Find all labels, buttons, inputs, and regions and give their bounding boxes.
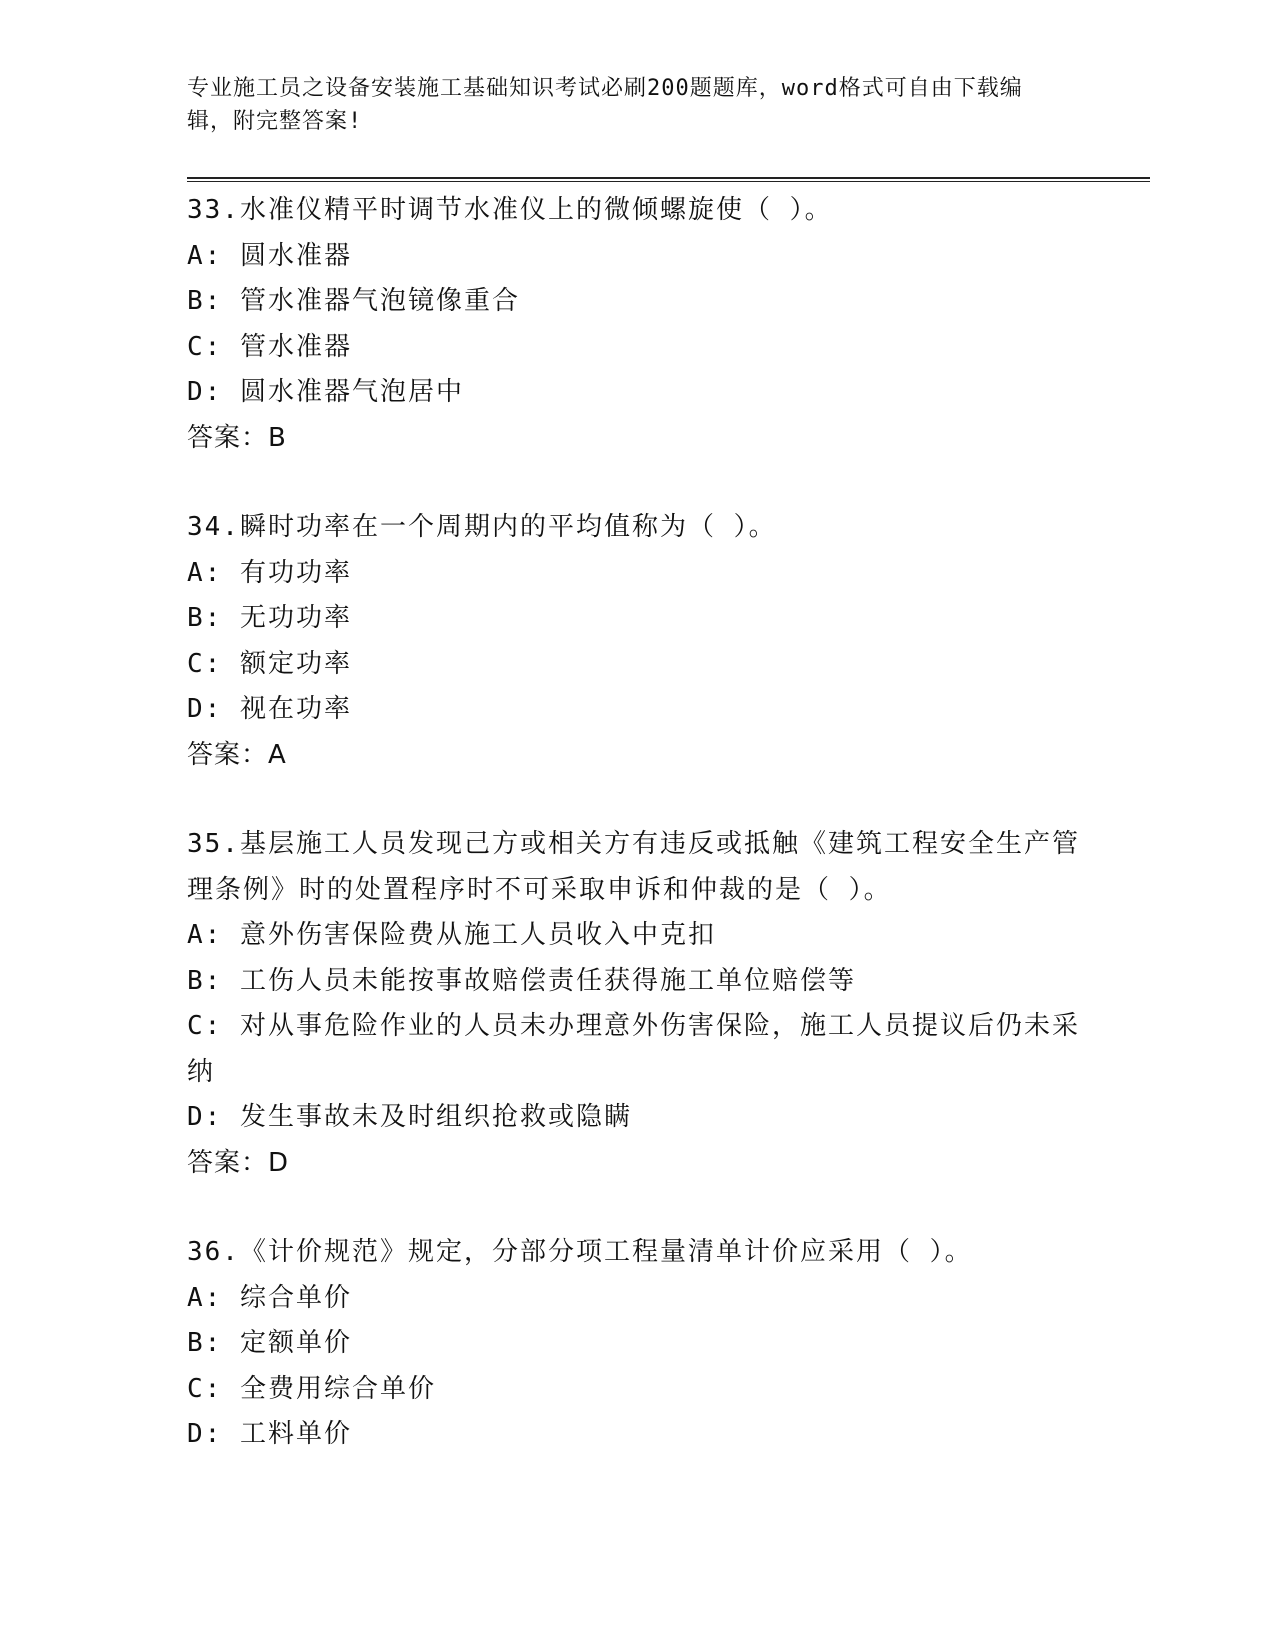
option-b: B: 无功功率: [187, 596, 1087, 642]
header-rule-thick: [187, 177, 1150, 179]
option-a: A: 圆水准器: [187, 234, 1087, 280]
option-key: C: [187, 331, 205, 362]
document-header: [187, 72, 1067, 138]
option-d: D: 工料单价: [187, 1412, 1087, 1458]
option-key: A: [187, 240, 205, 271]
option-text: 额定功率: [239, 648, 352, 679]
question-35: [187, 822, 1087, 1186]
question-33: [187, 188, 1087, 461]
header-rule-thin: [187, 181, 1150, 182]
option-text: 发生事故未及时组织抢救或隐瞒: [239, 1102, 632, 1132]
option-text: 圆水准器: [239, 240, 352, 271]
answer-line: [187, 1141, 1087, 1187]
answer-label: 答案：: [187, 422, 269, 453]
option-key: A: [187, 920, 205, 950]
option-text: 综合单价: [239, 1282, 352, 1313]
option-d: D: 圆水准器气泡居中: [187, 370, 1087, 416]
question-34: [187, 505, 1087, 778]
question-text: 35.基层施工人员发现己方或相关方有违反或抵触《建筑工程安全生产管理条例》时的处置程序时不可采取申诉和仲裁的是（ ）。: [187, 829, 1080, 905]
answer-line: [187, 733, 1087, 779]
option-b: B: 管水准器气泡镜像重合: [187, 279, 1087, 325]
answer-label: 答案：: [187, 739, 269, 770]
option-key: B: [187, 1328, 205, 1358]
option-key: D: [187, 1419, 205, 1449]
option-key: A: [187, 1282, 205, 1313]
question-list: [187, 188, 1087, 1502]
option-key: D: [187, 694, 205, 724]
answer-value: A: [268, 739, 287, 770]
question-text: 33.水准仪精平时调节水准仪上的微倾螺旋使（ ）。: [187, 195, 833, 225]
option-text: 工伤人员未能按事故赔偿责任获得施工单位赔偿等: [239, 965, 856, 996]
answer-line: [187, 416, 1087, 462]
option-text: 圆水准器气泡居中: [239, 377, 464, 407]
option-text: 全费用综合单价: [239, 1373, 436, 1404]
option-b: B: 工伤人员未能按事故赔偿责任获得施工单位赔偿等: [187, 959, 1087, 1005]
option-key: B: [187, 286, 205, 316]
option-key: D: [187, 1102, 205, 1132]
header-title: 专业施工员之设备安装施工基础知识考试必刷200题题库，word格式可自由下载编辑，附完整答案!: [187, 76, 1023, 134]
option-a: A: 有功功率: [187, 551, 1087, 597]
option-key: C: [187, 1373, 205, 1404]
option-d: D: 发生事故未及时组织抢救或隐瞒: [187, 1095, 1087, 1141]
option-a: A: 意外伤害保险费从施工人员收入中克扣: [187, 913, 1087, 959]
option-text: 有功功率: [239, 557, 352, 588]
option-c: C: 全费用综合单价: [187, 1367, 1087, 1413]
header-rule: [187, 177, 1150, 183]
option-key: B: [187, 965, 205, 996]
option-text: 对从事危险作业的人员未办理意外伤害保险，施工人员提议后仍未采纳: [187, 1011, 1080, 1087]
option-text: 工料单价: [239, 1419, 352, 1449]
option-text: 管水准器: [239, 331, 352, 362]
option-text: 定额单价: [239, 1328, 352, 1358]
option-text: 视在功率: [239, 694, 352, 724]
answer-value: B: [268, 422, 287, 453]
option-b: B: 定额单价: [187, 1321, 1087, 1367]
option-c: C: 管水准器: [187, 325, 1087, 371]
question-36: [187, 1230, 1087, 1458]
question-text: 34.瞬时功率在一个周期内的平均值称为（ ）。: [187, 512, 777, 542]
option-key: D: [187, 377, 205, 407]
option-c: C: 额定功率: [187, 642, 1087, 688]
option-c: C: 对从事危险作业的人员未办理意外伤害保险，施工人员提议后仍未采纳: [187, 1004, 1087, 1095]
answer-value: D: [268, 1147, 290, 1178]
option-a: A: 综合单价: [187, 1276, 1087, 1322]
answer-label: 答案：: [187, 1147, 269, 1178]
option-text: 无功功率: [239, 603, 352, 633]
option-key: C: [187, 648, 205, 679]
option-key: C: [187, 1011, 205, 1041]
option-text: 管水准器气泡镜像重合: [239, 286, 520, 316]
question-text: 36.《计价规范》规定，分部分项工程量清单计价应采用（ ）。: [187, 1237, 973, 1267]
option-key: A: [187, 557, 205, 588]
option-key: B: [187, 603, 205, 633]
option-text: 意外伤害保险费从施工人员收入中克扣: [239, 920, 716, 950]
option-d: D: 视在功率: [187, 687, 1087, 733]
